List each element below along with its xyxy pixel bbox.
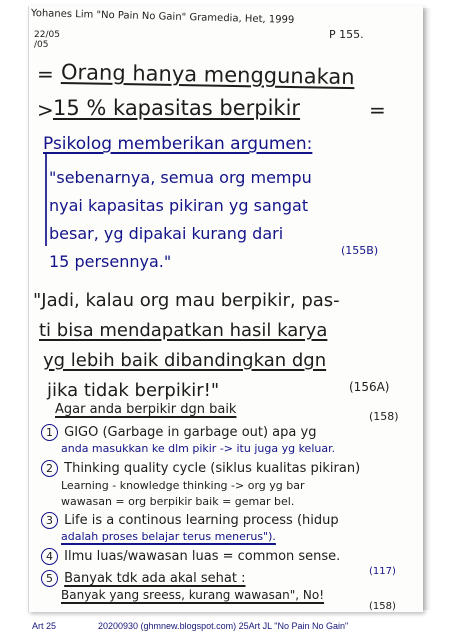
tip-1-line-1: GIGO (Garbage in garbage out) apa yg: [64, 425, 317, 440]
quote-1-line-1: "sebenarnya, semua org mempu: [49, 168, 312, 187]
tip-4-number: 4: [41, 548, 58, 565]
notebook-paper: [28, 6, 423, 612]
heading-line-1: Orang hanya menggunakan: [60, 60, 355, 90]
caption-footer: [0, 618, 452, 640]
tips-subheading-ref: (158): [369, 410, 399, 423]
tip-2: [41, 460, 360, 477]
tips-subheading: Agar anda berpikir dgn baik: [55, 402, 237, 417]
book-reference: Yohanes Lim "No Pain No Gain" Gramedia, Het, 1999: [30, 8, 295, 26]
quote-1-ref: (155B): [341, 244, 379, 257]
quote-2-line-2: ti bisa mendapatkan hasil karya: [39, 320, 328, 341]
footer-caption: 20200930 (ghmnew.blogspot.com) 25Art JL "No Pain No Gain": [98, 621, 349, 631]
tip-5-number: 5: [41, 570, 58, 587]
tip-1: [41, 424, 316, 441]
tip-3: [41, 512, 339, 529]
heading-line-2: 15 % kapasitas berpikir: [53, 96, 301, 120]
tip-3-line-1: Life is a continous learning process (hidup: [64, 513, 339, 528]
tip-5-line-1: Banyak tdk ada akal sehat :: [64, 571, 246, 586]
psychologist-intro: Psikolog memberikan argumen:: [43, 134, 313, 154]
quote-margin-line: [45, 154, 47, 246]
note-date: 22/05 /05: [34, 30, 60, 50]
quote-2-ref: (156A): [349, 380, 390, 394]
heading-prefix-mark: =: [37, 62, 54, 86]
tip-3-line-2: adalah proses belajar terus menerus").: [61, 530, 276, 543]
tip-4: [41, 548, 340, 565]
quote-1-line-3: besar, yg dipakai kurang dari: [49, 224, 284, 243]
tip-5: [41, 570, 245, 587]
tip-2-line-2: Learning - knowledge thinking -> org yg bar: [61, 479, 305, 492]
quote-2-line-4: jika tidak berpikir!": [47, 380, 220, 401]
quote-2-line-3: yg lebih baik dibandingkan dgn: [43, 350, 327, 371]
tip-3-number: 3: [41, 512, 58, 529]
tip-1-number: 1: [41, 424, 58, 441]
quote-2-line-1: "Jadi, kalau org mau berpikir, pas-: [33, 290, 340, 311]
footer-art-label: Art 25: [32, 621, 57, 631]
tip-1-line-2: anda masukkan ke dlm pikir -> itu juga yg keluar.: [61, 442, 336, 455]
tip-5-ref-top: (117): [369, 566, 396, 577]
tip-2-number: 2: [41, 460, 58, 477]
tip-5-ref-bottom: (158): [369, 601, 396, 612]
quote-1-line-2: nyai kapasitas pikiran yg sangat: [49, 196, 309, 215]
tip-5-line-2: Banyak yang sreess, kurang wawasan", No!: [61, 588, 325, 602]
quote-1-line-4: 15 persennya.": [49, 252, 172, 271]
heading-suffix-mark: =: [369, 98, 386, 122]
paper-shadow-edge: [422, 8, 432, 610]
tip-2-line-1: Thinking quality cycle (siklus kualitas pikiran): [64, 461, 361, 476]
tip-2-line-3: wawasan = org berpikir baik = gemar bel.: [61, 495, 295, 508]
heading-arrow-mark: >: [37, 98, 54, 122]
tip-4-line-1: Ilmu luas/wawasan luas = common sense.: [64, 549, 341, 564]
page-reference: P 155.: [329, 28, 364, 41]
